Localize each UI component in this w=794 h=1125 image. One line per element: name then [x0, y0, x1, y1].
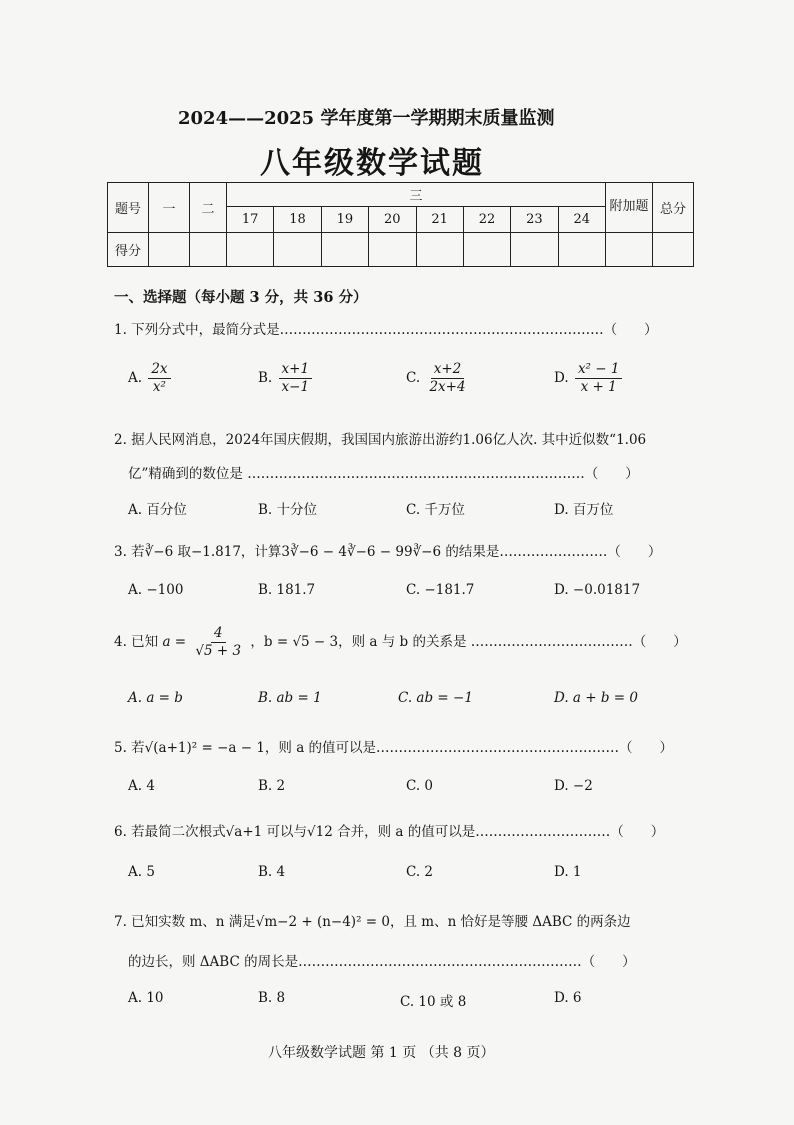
- th-19: 19: [321, 207, 368, 233]
- q7-option-b[interactable]: B. 8: [258, 990, 286, 1006]
- q5-option-d[interactable]: D. −2: [554, 778, 593, 794]
- th-21: 21: [416, 207, 463, 233]
- score-cell[interactable]: [463, 233, 510, 267]
- q3-option-d[interactable]: D. −0.01817: [554, 582, 641, 598]
- th-er: 二: [190, 183, 227, 233]
- q1-option-c[interactable]: C. $\frac{x+2}{2x+4}$: [406, 361, 466, 395]
- q5-option-a[interactable]: A. 4: [128, 778, 155, 794]
- th-20: 20: [369, 207, 416, 233]
- exam-title-line: 2024——2025 学年度第一学期期末质量监测: [178, 108, 555, 129]
- th-24: 24: [558, 207, 605, 233]
- q6-option-b[interactable]: B. 4: [258, 864, 286, 880]
- q2-option-d[interactable]: D. 百万位: [554, 502, 614, 518]
- q4-stem: 4. 已知 a = $\frac{4}{√5 + 3}$ ，b = √5 − 3，则 a 与 b 的关系是 ………………………………（ ）: [114, 625, 687, 659]
- q1-option-a[interactable]: A. $\frac{2x}{\text{x²}}$: [128, 362, 173, 395]
- score-cell[interactable]: [321, 233, 368, 267]
- q7-option-d[interactable]: D. 6: [554, 990, 582, 1006]
- score-cell[interactable]: [227, 233, 274, 267]
- score-cell[interactable]: [369, 233, 416, 267]
- section-title: 一、选择题（每小题 3 分，共 36 分）: [114, 289, 368, 306]
- q3-option-a[interactable]: A. −100: [128, 582, 184, 598]
- page-footer: 八年级数学试题 第 1 页 （共 8 页）: [268, 1045, 495, 1061]
- q4-option-c[interactable]: C. ab = −1: [398, 690, 473, 706]
- th-defen: 得分: [108, 233, 149, 267]
- q2-stem-line2: 亿”精确到的数位是 …………………………………………………………………（ ）: [128, 466, 639, 482]
- score-cell[interactable]: [653, 233, 694, 267]
- q4-option-d[interactable]: D. a + b = 0: [554, 690, 638, 706]
- score-cell[interactable]: [416, 233, 463, 267]
- q7-stem-line1: 7. 已知实数 m、n 满足√m−2 + (n−4)² = 0，且 m、n 恰好是等腰 ΔABC 的两条边: [114, 914, 631, 930]
- score-cell[interactable]: [511, 233, 558, 267]
- th-18: 18: [274, 207, 321, 233]
- q6-stem: 6. 若最简二次根式√a+1 可以与√12 合并，则 a 的值可以是…………………………（ ）: [114, 824, 665, 840]
- q1-option-d[interactable]: D. $\frac{\text{x² − 1}}{x + 1}$: [554, 362, 624, 395]
- q6-option-c[interactable]: C. 2: [406, 864, 434, 880]
- q3-option-b[interactable]: B. 181.7: [258, 582, 316, 598]
- q1-option-b[interactable]: B. $\frac{x+1}{x-1}$: [258, 362, 314, 395]
- th-22: 22: [463, 207, 510, 233]
- q4-option-b[interactable]: B. ab = 1: [258, 690, 322, 706]
- th-fujia: 附加题: [606, 183, 653, 233]
- q7-stem-line2: 的边长，则 ΔABC 的周长是………………………………………………………（ ）: [128, 954, 636, 970]
- q6-option-a[interactable]: A. 5: [128, 864, 155, 880]
- q2-option-b[interactable]: B. 十分位: [258, 502, 318, 518]
- exam-subject-title: 八年级数学试题: [260, 146, 484, 181]
- th-san: 三: [227, 183, 606, 207]
- score-cell[interactable]: [274, 233, 321, 267]
- q7-option-c[interactable]: C. 10 或 8: [400, 994, 467, 1010]
- q7-option-a[interactable]: A. 10: [128, 990, 164, 1006]
- th-total: 总分: [653, 183, 694, 233]
- q2-option-c[interactable]: C. 千万位: [406, 502, 465, 518]
- th-tihao: 题号: [108, 183, 149, 233]
- score-cell[interactable]: [190, 233, 227, 267]
- score-cell[interactable]: [149, 233, 190, 267]
- q5-option-b[interactable]: B. 2: [258, 778, 286, 794]
- q5-option-c[interactable]: C. 0: [406, 778, 434, 794]
- score-cell[interactable]: [558, 233, 605, 267]
- th-17: 17: [227, 207, 274, 233]
- q5-stem: 5. 若√(a+1)² = −a − 1，则 a 的值可以是………………………………………………（ ）: [114, 740, 674, 756]
- score-cell[interactable]: [606, 233, 653, 267]
- q3-stem: 3. 若∛−6 取−1.817，计算3∛−6 − 4∛−6 − 99∛−6 的结果是……………………（ ）: [114, 544, 662, 560]
- th-23: 23: [511, 207, 558, 233]
- q3-option-c[interactable]: C. −181.7: [406, 582, 475, 598]
- score-table: [107, 182, 694, 267]
- q2-option-a[interactable]: A. 百分位: [128, 502, 187, 518]
- th-yi: 一: [149, 183, 190, 233]
- q6-option-d[interactable]: D. 1: [554, 864, 582, 880]
- q1-stem: 1. 下列分式中，最简分式是………………………………………………………………（ ）: [114, 322, 658, 338]
- q2-stem-line1: 2. 据人民网消息，2024年国庆假期，我国国内旅游出游约1.06亿人次. 其中近似数“1.06: [114, 432, 647, 448]
- q4-option-a[interactable]: A. a = b: [128, 690, 183, 706]
